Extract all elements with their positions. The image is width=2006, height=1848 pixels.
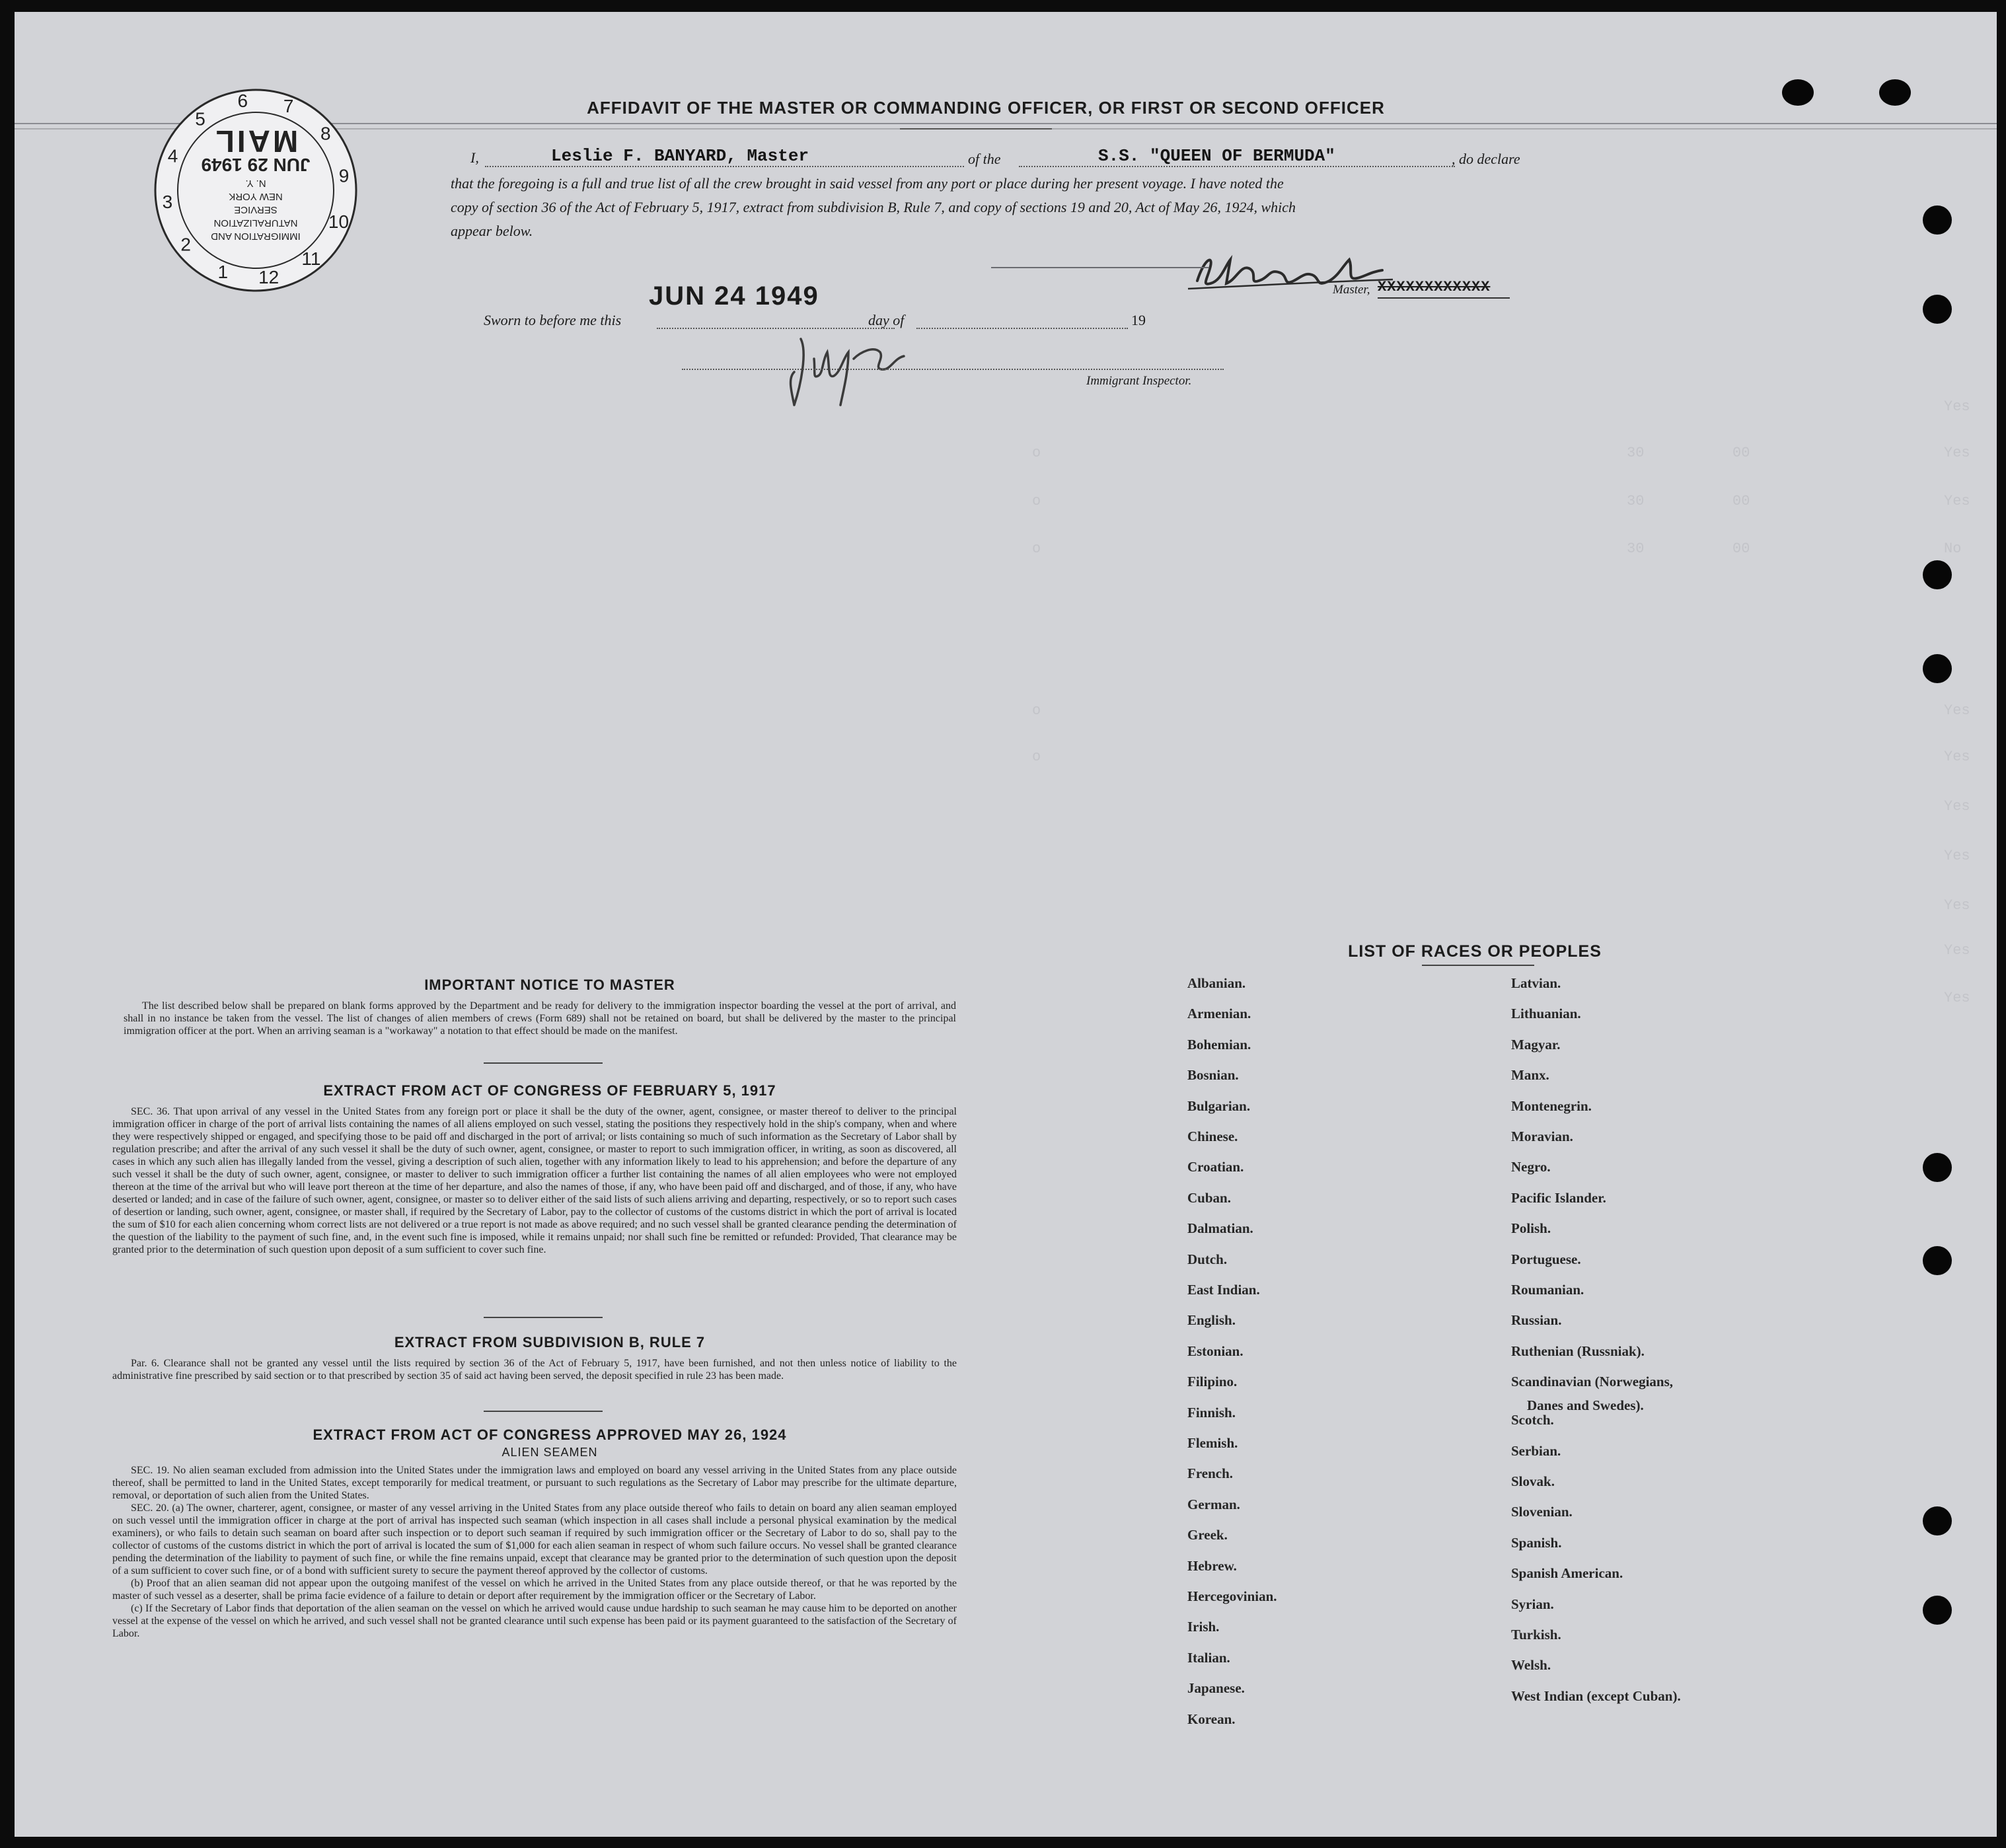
race-item: Bohemian. — [1187, 1036, 1251, 1053]
race-item: Turkish. — [1511, 1627, 1561, 1643]
stamp-dial-number: 11 — [301, 248, 321, 270]
race-item: Moravian. — [1511, 1128, 1573, 1144]
sworn-label: Sworn to before me this — [484, 312, 622, 328]
race-item: Bosnian. — [1187, 1067, 1239, 1084]
race-item: Cuban. — [1187, 1189, 1231, 1206]
postmark-stamp-svg — [150, 85, 361, 296]
stamp-dial-number: 5 — [195, 108, 205, 129]
bleed-yes: Yes — [1944, 942, 1970, 959]
affidavit-line-3: copy of section 36 of the Act of February 5, 1917, extract from subdivision B, Rule 7, and copy of sections 19 and 20, Act of May 26, 1924, which — [451, 199, 1296, 215]
year-label: 19 — [1131, 312, 1146, 328]
bleed-mark: o — [1032, 702, 1041, 719]
race-item: Latvian. — [1511, 975, 1561, 991]
master-rule — [1378, 297, 1510, 299]
race-item: West Indian (except Cuban). — [1511, 1687, 1681, 1704]
bleed-number: 30 — [1627, 493, 1645, 509]
race-item: Magyar. — [1511, 1036, 1561, 1053]
races-title-underline — [1422, 965, 1534, 966]
bleed-yes: Yes — [1944, 848, 1970, 864]
race-item: Dalmatian. — [1187, 1220, 1253, 1237]
stamp-line-4: NEW YORK — [229, 191, 283, 202]
punch-hole — [1923, 1246, 1952, 1275]
bleed-number: 00 — [1732, 540, 1750, 557]
punch-hole — [1923, 205, 1952, 235]
race-item: Finnish. — [1187, 1404, 1236, 1421]
extract-1924-title: EXTRACT FROM ACT OF CONGRESS APPROVED MAY 26, 1924 — [313, 1426, 787, 1443]
race-item: Slovenian. — [1511, 1504, 1573, 1520]
race-item: Armenian. — [1187, 1006, 1251, 1022]
race-item: Pacific Islander. — [1511, 1189, 1606, 1206]
affidavit-do-declare: , do declare — [1452, 151, 1520, 167]
master-name: Leslie F. BANYARD, Master — [551, 146, 809, 166]
stamp-dial-number: 12 — [258, 266, 279, 287]
race-item: Chinese. — [1187, 1128, 1238, 1144]
bleed-yes: Yes — [1944, 990, 1970, 1006]
stamp-date: JUN 29 1949 — [201, 155, 311, 175]
race-item: Danes and Swedes). — [1527, 1397, 1644, 1413]
inspector-rule — [682, 369, 1224, 370]
punch-hole — [1923, 654, 1952, 683]
notice-paragraph: The list described below shall be prepared on blank forms approved by the Department and be ready for delivery to the immigration inspector boarding the vessel at the port of arrival, and shall in no instance be taken from the vessel. The list of changes of alien members of crews (Form 689) shall not be retained on board, but shall be delivered by the master to the principal immigration officer at the port. When an arriving seaman is a "workaway" a notation to that effect should be made on the manifest. — [124, 1000, 956, 1037]
rule7-title: EXTRACT FROM SUBDIVISION B, RULE 7 — [394, 1334, 706, 1350]
punch-hole — [1923, 1153, 1952, 1182]
race-item: Montenegrin. — [1511, 1097, 1592, 1114]
race-item: Filipino. — [1187, 1374, 1238, 1390]
bleed-mark: o — [1032, 493, 1041, 509]
extract-1924-subtitle: ALIEN SEAMEN — [502, 1446, 598, 1459]
race-item: Hebrew. — [1187, 1557, 1237, 1574]
affidavit-title: AFFIDAVIT OF THE MASTER OR COMMANDING OFFICER, OR FIRST OR SECOND OFFICER — [587, 98, 1385, 118]
stamp-line-2: NATURALIZATION — [213, 217, 298, 229]
extract-1924-text — [112, 1464, 957, 1640]
races-title: LIST OF RACES OR PEOPLES — [1348, 942, 1602, 961]
name-rule — [485, 166, 964, 167]
section-divider — [484, 1062, 603, 1064]
bleed-yes: Yes — [1944, 493, 1970, 509]
punch-hole — [1923, 295, 1952, 324]
notice-text — [124, 1000, 956, 1037]
bleed-mark: o — [1032, 540, 1041, 557]
stamp-line-3: SERVICE — [234, 204, 278, 215]
race-item: Ruthenian (Russniak). — [1511, 1343, 1645, 1359]
stamp-dial-number: 8 — [320, 123, 331, 144]
bleed-yes: Yes — [1944, 897, 1970, 914]
stamp-dial-number: 4 — [167, 145, 178, 166]
bleed-mark: o — [1032, 445, 1041, 461]
race-item: Estonian. — [1187, 1343, 1244, 1359]
race-item: Bulgarian. — [1187, 1097, 1251, 1114]
stamp-line-5: N. Y. — [245, 178, 266, 189]
date-stamp: JUN 24 1949 — [649, 281, 819, 311]
section-20c-paragraph: (c) If the Secretary of Labor finds that deportation of the alien seaman on the vessel on which he arrived would cause undue hardship to such seaman he may cause him to be deported on another vessel at the expense of the vessel on which he arrived, and such vessel shall not be granted clearance until such expense has been paid or its payment guaranteed to the satisfaction of the Secretary of Labor. — [112, 1603, 957, 1639]
extract-1917-title: EXTRACT FROM ACT OF CONGRESS OF FEBRUARY 5, 1917 — [323, 1082, 776, 1099]
bleed-mark: o — [1032, 749, 1041, 765]
inspector-signature — [774, 313, 940, 412]
affidavit-line-4: appear below. — [451, 223, 533, 239]
race-item: Portuguese. — [1511, 1251, 1581, 1267]
document-sheet — [15, 12, 1997, 1837]
master-label: Master, — [1333, 283, 1370, 297]
race-item: English. — [1187, 1312, 1236, 1329]
stamp-dial-number: 2 — [180, 234, 191, 255]
race-item: Polish. — [1511, 1220, 1551, 1237]
stamp-dial-number: 3 — [162, 192, 173, 213]
punch-hole — [1923, 1596, 1952, 1625]
section-20b-paragraph: (b) Proof that an alien seaman did not appear upon the outgoing manifest of the vessel on which he arrived in the United States from any place outside thereof, or that he was reported by the master of such vessel as a deserter, shall be prima facie evidence of a failure to detain or deport after requirement by the immigration officer or the Secretary of Labor. — [112, 1578, 957, 1602]
title-underline — [900, 128, 1052, 129]
bleed-yes: Yes — [1944, 398, 1970, 415]
race-item: Roumanian. — [1511, 1282, 1584, 1298]
race-item: Spanish. — [1511, 1534, 1562, 1551]
stamp-dial-number: 6 — [237, 90, 248, 111]
race-item: Manx. — [1511, 1067, 1549, 1084]
punch-hole — [1923, 560, 1952, 589]
section-36-paragraph: SEC. 36. That upon arrival of any vessel in the United States from any foreign port or place it shall be the duty of the owner, agent, consignee, or master thereof to deliver to the principal immigration officer in charge of the port of arrival lists containing the names of all aliens employed on such vessel, stating the positions they respectively hold in the ship's company, when and where they were respectively shipped or engaged, and specifying those to be paid off and discharged in the port of arrival; or lists containing so much of such information as the Secretary of Labor shall by regulation prescribe; and after the arrival of any such vessel it shall be the duty of such owner, agent, consignee, or master to report to such immigration officer, in writing, as soon as discovered, all cases in which any such alien has illegally landed from the vessel, giving a description of such alien, together with any information likely to lead to his apprehension; and before the departure of any such vessel it shall be the duty of such owner, agent, consignee, or master to deliver to such immigration officer a further list containing the names of all alien employees who were not employed thereon at the time of the arrival but who will leave port thereon at the time of her departure, and also the names of those, if any, who have been paid off and discharged, and of those, if any, who have deserted or landed; and in case of the failure of such owner, agent, consignee, or master so to deliver either of the said lists of such aliens arriving and departing, respectively, or so to report such cases of desertion or landing, such owner, agent, consignee, or master shall, if required by the Secretary of Labor, pay to the collector of customs of the customs district in which the port of arrival is located the sum of $10 for each alien concerning whom correct lists are not delivered or a true report is not made as above required; and no such vessel shall be granted clearance pending the determination of the question of the liability to the payment of such fine, and, in the event such fine is imposed, while it remains unpaid; nor shall such fine be remitted or refunded: Provided, That clearance may be granted prior to the determination of such question upon deposit of a sum sufficient to cover such fine. — [112, 1106, 957, 1255]
race-item: Dutch. — [1187, 1251, 1228, 1267]
day-of-label: day of — [868, 312, 905, 328]
section-20a-paragraph: SEC. 20. (a) The owner, charterer, agent, consignee, or master of any vessel arriving in the United States from any place outside thereof who fails to detain on board any alien seaman employed on such vessel until the immigration officer in charge at the port of arrival has inspected such seaman (which inspection in all cases shall include a personal physical examination by the medical examiners), or who fails to detain such seaman on board after such inspection or to deport such seaman if required by such immigration officer or the Secretary of Labor to do so, shall pay to the collector of customs of the customs district in which the port of arrival is located the sum of $1,000 for each alien seaman in respect of whom such failure occurs. No vessel shall be granted clearance pending the determination of the liability to payment of such fine, or while the fine remains unpaid, except that clearance may be granted prior to the determination of such question upon the deposit of a sum sufficient to cover such fine, or of a bond with sufficient surety to secure the payment thereof approved by the collector of customs. — [112, 1502, 957, 1576]
race-item: Serbian. — [1511, 1442, 1561, 1459]
section-19-paragraph: SEC. 19. No alien seaman excluded from admission into the United States under the immigration laws and employed on board any vessel arriving in the United States from any place outside thereof, shall be permitted to land in the United States, except temporarily for medical treatment, or pursuant to such regulations as the Secretary of Labor may prescribe for the ultimate departure, removal, or deportation of such alien from the United States. — [112, 1465, 957, 1501]
race-item: Negro. — [1511, 1159, 1551, 1175]
races-right-column — [1511, 975, 1881, 1742]
bleed-number: 30 — [1627, 445, 1645, 461]
affidavit-of-the: of the — [968, 151, 1001, 167]
stamp-dial-number: 1 — [217, 261, 229, 282]
rule7-text — [112, 1357, 957, 1382]
punch-hole — [1923, 1506, 1952, 1535]
race-item: Scandinavian (Norwegians, — [1511, 1374, 1674, 1390]
race-item: Irish. — [1187, 1619, 1220, 1635]
race-item: Spanish American. — [1511, 1565, 1623, 1582]
bleed-yes: Yes — [1944, 749, 1970, 765]
stamp-dial-number: 7 — [283, 95, 294, 116]
race-item: German. — [1187, 1496, 1240, 1512]
master-struck-text: XXXXXXXXXXXX — [1378, 279, 1491, 295]
bleed-number: 00 — [1732, 493, 1750, 509]
month-rule — [916, 328, 1128, 329]
race-item: Flemish. — [1187, 1435, 1238, 1451]
punch-hole — [1879, 79, 1911, 106]
race-item: Korean. — [1187, 1711, 1236, 1727]
race-item: Croatian. — [1187, 1159, 1244, 1175]
vessel-name: S.S. "QUEEN OF BERMUDA" — [1098, 146, 1335, 166]
rule7-paragraph: Par. 6. Clearance shall not be granted any vessel until the lists required by section 36 of the Act of February 5, 1917, have been furnished, and not then unless notice of liability to the administrative fine prescribed by said section or to that prescribed by section 35 of said act having been served, the deposit specified in rule 23 has been made. — [112, 1358, 957, 1382]
inspector-label: Immigrant Inspector. — [1086, 374, 1192, 388]
race-item: French. — [1187, 1465, 1234, 1482]
races-left-column — [1187, 975, 1452, 1742]
section-divider — [484, 1411, 603, 1412]
section-divider — [484, 1317, 603, 1318]
postmark-stamp — [150, 85, 361, 296]
race-item: Japanese. — [1187, 1680, 1245, 1697]
bleed-number: 30 — [1627, 540, 1645, 557]
stamp-line-1: IMMIGRATION AND — [211, 231, 301, 242]
race-item: Italian. — [1187, 1649, 1230, 1666]
notice-title: IMPORTANT NOTICE TO MASTER — [424, 977, 675, 993]
stamp-dial-number: 9 — [338, 165, 350, 186]
race-item: Lithuanian. — [1511, 1006, 1581, 1022]
race-item: Albanian. — [1187, 975, 1246, 991]
bleed-no: No — [1944, 540, 1962, 557]
stamp-mail: MAIL — [213, 124, 299, 159]
race-item: East Indian. — [1187, 1282, 1260, 1298]
affidavit-i: I, — [470, 149, 479, 166]
race-item: Welsh. — [1511, 1657, 1551, 1674]
bleed-yes: Yes — [1944, 798, 1970, 815]
vessel-rule — [1019, 166, 1455, 167]
stamp-dial-number: 10 — [328, 211, 350, 233]
bleed-yes: Yes — [1944, 702, 1970, 719]
affidavit-line-2: that the foregoing is a full and true list of all the crew brought in said vessel from any port or place during her present voyage. I have noted the — [451, 175, 1284, 192]
extract-1917-text — [112, 1105, 957, 1256]
race-item: Greek. — [1187, 1527, 1228, 1543]
race-item: Slovak. — [1511, 1473, 1555, 1489]
bleed-yes: Yes — [1944, 445, 1970, 461]
bleed-number: 00 — [1732, 445, 1750, 461]
race-item: Hercegovinian. — [1187, 1588, 1277, 1604]
race-item: Russian. — [1511, 1312, 1562, 1329]
race-item: Syrian. — [1511, 1596, 1554, 1612]
race-item: Scotch. — [1511, 1412, 1554, 1428]
inspector-signature-svg — [774, 313, 940, 412]
signature-rule — [991, 267, 1209, 268]
punch-hole — [1782, 79, 1814, 106]
